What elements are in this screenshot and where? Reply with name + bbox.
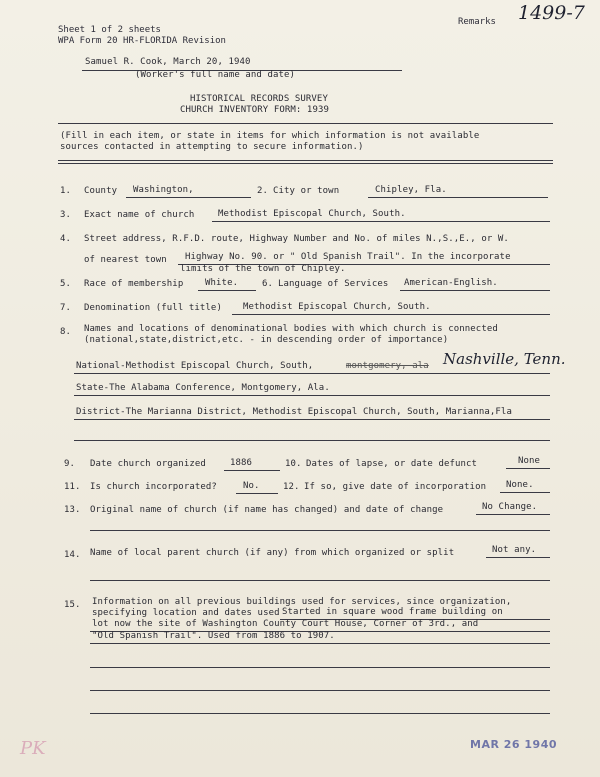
item-1-line xyxy=(126,197,251,198)
item-10-number: 10. xyxy=(285,459,302,469)
item-14-line-2 xyxy=(90,580,550,581)
item-13-number: 13. xyxy=(64,505,81,515)
item-15-label-2: specifying location and dates used xyxy=(92,608,280,618)
item-8-national-typed: National-Methodist Episcopal Church, South, xyxy=(76,361,314,371)
item-11-value: No. xyxy=(243,481,260,491)
received-date-stamp: MAR 26 1940 xyxy=(470,738,558,751)
item-1-number: 1. xyxy=(60,186,72,196)
item-3-value: Methodist Episcopal Church, South. xyxy=(218,209,406,219)
item-8-label-1: Names and locations of denominational bodies with which church is connected xyxy=(84,324,498,334)
item-14-line xyxy=(486,557,550,558)
item-8-line-1 xyxy=(74,373,550,374)
instructions-line-2: sources contacted in attempting to secure information.) xyxy=(60,142,364,152)
item-4-number: 4. xyxy=(60,234,72,244)
item-6-number: 6. xyxy=(262,279,274,289)
form-id: WPA Form 20 HR-FLORIDA Revision xyxy=(58,36,226,46)
item-8-label-2: (national,state,district,etc. - in descending order of importance) xyxy=(84,335,449,345)
item-8-district: District-The Marianna District, Methodist Episcopal Church, South, Marianna,Fla xyxy=(76,407,512,417)
item-13-value: No Change. xyxy=(482,502,538,512)
item-11-line xyxy=(236,493,278,494)
item-6-label: Language of Services xyxy=(278,279,389,289)
item-9-label: Date church organized xyxy=(90,459,206,469)
item-14-value: Not any. xyxy=(492,545,537,555)
item-5-line xyxy=(198,290,256,291)
item-7-line xyxy=(232,314,550,315)
worker-name-value: Samuel R. Cook, March 20, 1940 xyxy=(85,57,251,67)
item-15-line-4 xyxy=(90,667,550,668)
item-3-line xyxy=(212,221,550,222)
divider-2 xyxy=(58,163,553,164)
item-11-label: Is church incorporated? xyxy=(90,482,217,492)
item-12-number: 12. xyxy=(283,482,300,492)
item-15-label-1: Information on all previous buildings used for services, since organization, xyxy=(92,597,512,607)
divider-1 xyxy=(58,160,553,161)
item-7-number: 7. xyxy=(60,303,72,313)
item-5-number: 5. xyxy=(60,279,72,289)
item-2-line xyxy=(368,197,548,198)
item-12-label: If so, give date of incorporation xyxy=(304,482,487,492)
item-9-value: 1886 xyxy=(230,458,253,468)
item-15-number: 15. xyxy=(64,600,81,610)
divider-top xyxy=(58,123,553,124)
item-7-value: Methodist Episcopal Church, South. xyxy=(243,302,431,312)
sheet-count: Sheet 1 of 2 sheets xyxy=(58,25,161,35)
item-8-national-handwritten: Nashville, Tenn. xyxy=(443,350,566,368)
item-8-national-struck: montgomery, ala xyxy=(346,361,429,371)
item-5-value: White. xyxy=(205,278,239,288)
item-15-value-2: lot now the site of Washington County Court House, Corner of 3rd., and xyxy=(92,619,479,629)
item-14-number: 14. xyxy=(64,550,81,560)
item-5-label: Race of membership xyxy=(84,279,184,289)
item-8-line-2 xyxy=(74,395,550,396)
item-6-value: American-English. xyxy=(404,278,498,288)
item-4-label-2: of nearest town xyxy=(84,255,167,265)
item-3-number: 3. xyxy=(60,210,72,220)
item-7-label: Denomination (full title) xyxy=(84,303,222,313)
item-15-line-3 xyxy=(90,643,550,644)
item-6-line xyxy=(400,290,550,291)
item-12-value: None. xyxy=(506,480,534,490)
item-4-value-1: Highway No. 90. or " Old Spanish Trail". In the incorporate xyxy=(185,252,511,262)
item-9-line xyxy=(224,470,280,471)
remarks-label: Remarks xyxy=(458,17,496,27)
item-13-line-2 xyxy=(90,530,550,531)
item-15-value-3: "Old Spanish Trail". Used from 1886 to 1907. xyxy=(92,631,335,641)
item-8-state: State-The Alabama Conference, Montgomery, Ala. xyxy=(76,383,330,393)
item-14-label: Name of local parent church (if any) from which organized or split xyxy=(90,548,455,558)
item-1-label: County xyxy=(84,186,118,196)
item-8-line-4 xyxy=(74,440,550,441)
item-13-line xyxy=(476,514,550,515)
item-1-value: Washington, xyxy=(133,185,194,195)
reviewer-initials: PK xyxy=(20,738,46,759)
item-2-value: Chipley, Fla. xyxy=(375,185,447,195)
item-9-number: 9. xyxy=(64,459,76,469)
item-8-line-3 xyxy=(74,419,550,420)
item-13-label: Original name of church (if name has changed) and date of change xyxy=(90,505,444,515)
item-15-line-6 xyxy=(90,713,550,714)
item-10-value: None xyxy=(518,456,541,466)
item-3-label: Exact name of church xyxy=(84,210,195,220)
item-8-number: 8. xyxy=(60,327,72,337)
item-10-line xyxy=(506,468,550,469)
survey-title: HISTORICAL RECORDS SURVEY xyxy=(190,94,328,104)
item-2-number: 2. xyxy=(257,186,269,196)
item-4-label-1: Street address, R.F.D. route, Highway Number and No. of miles N.,S.,E., or W. xyxy=(84,234,509,244)
record-number: 1499-7 xyxy=(518,2,585,24)
item-4-value-2: limits of the town of Chipley. xyxy=(180,264,346,274)
item-12-line xyxy=(500,492,550,493)
item-10-label: Dates of lapse, or date defunct xyxy=(306,459,478,469)
worker-name-label: (Worker's full name and date) xyxy=(135,70,296,80)
form-title: CHURCH INVENTORY FORM: 1939 xyxy=(180,105,329,115)
item-2-label: City or town xyxy=(273,186,340,196)
item-15-line-5 xyxy=(90,690,550,691)
instructions-line-1: (Fill in each item, or state in items for which information is not available xyxy=(60,131,480,141)
item-15-value-1: Started in square wood frame building on xyxy=(282,607,503,617)
item-11-number: 11. xyxy=(64,482,81,492)
